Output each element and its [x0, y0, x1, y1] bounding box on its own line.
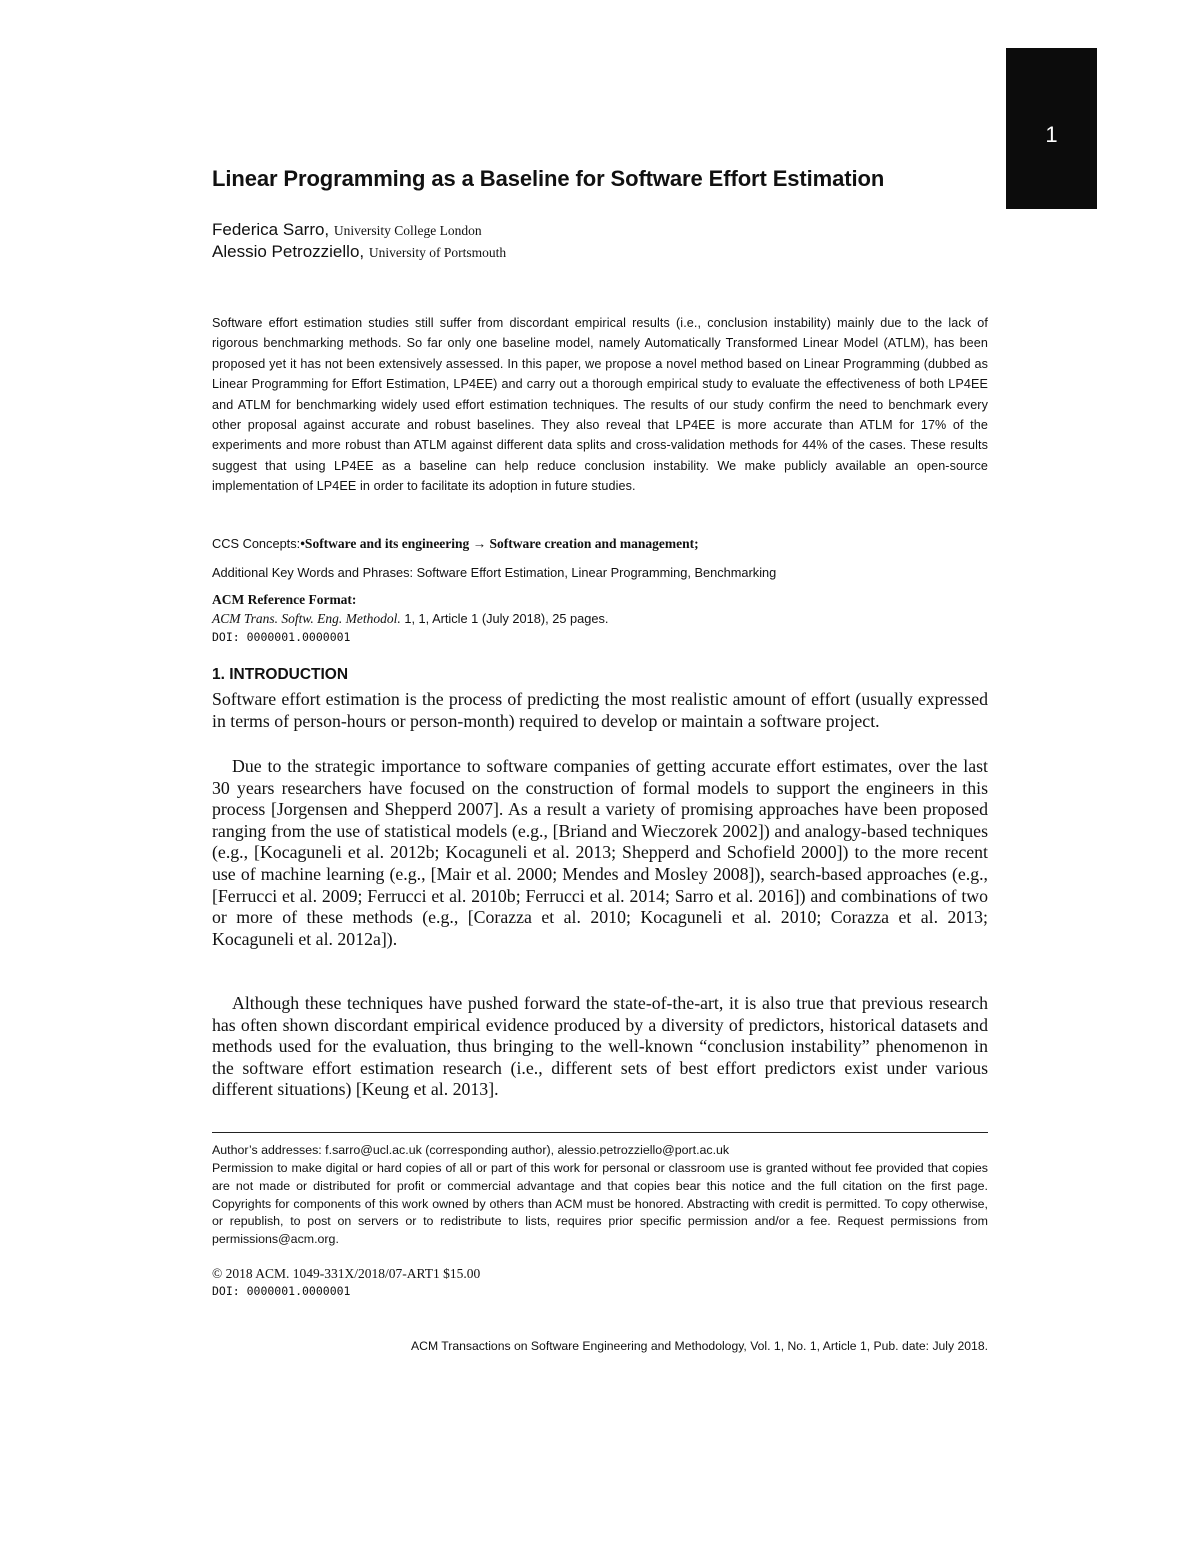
acm-reference-heading: ACM Reference Format: — [212, 592, 357, 607]
page-footer: ACM Transactions on Software Engineering and Methodology, Vol. 1, No. 1, Article 1, Pub. date: July 2018. — [411, 1339, 988, 1353]
author-name: Alessio Petrozziello, — [212, 242, 365, 261]
body-paragraph-3 — [212, 993, 988, 1101]
author-1 — [212, 220, 482, 240]
author-2 — [212, 242, 506, 262]
author-affiliation: University of Portsmouth — [368, 245, 507, 260]
paragraph-text: Although these techniques have pushed forward the state-of-the-art, it is also true that previous research has often shown discordant empirical evidence produced by a diversity of predictors, historical datasets and methods used for the evaluation, thus bringing to the well-known “conclusion instability” phenomenon in the software effort estimation research (i.e., different sets of best effort predictors exist under various different situations) [Keung et al. 2013]. — [212, 993, 988, 1100]
paragraph-text: Due to the strategic importance to software companies of getting accurate effort estimates, over the last 30 years researchers have focused on the construction of formal models to support the engineers in this process [Jorgensen and Shepperd 2007]. As a result a variety of promising approaches have been proposed ranging from the use of statistical models (e.g., [Briand and Wieczorek 2002]) and analogy-based techniques (e.g., [Kocaguneli et al. 2012b; Kocaguneli et al. 2013; Shepperd and Schofield 2000]) to the more recent use of machine learning (e.g., [Mair et al. 2000; Mendes and Mosley 2008]), search-based approaches (e.g., [Ferrucci et al. 2009; Ferrucci et al. 2010b; Ferrucci et al. 2014; Sarro et al. 2016]) and combinations of two or more of these methods (e.g., [Corazza et al. 2010; Kocaguneli et al. 2010; Corazza et al. 2013; Kocaguneli et al. 2012a]). — [212, 756, 988, 949]
author-name: Federica Sarro, — [212, 220, 330, 239]
acm-reference-line — [212, 611, 988, 627]
acm-reference-journal: ACM Trans. Softw. Eng. Methodol. — [212, 611, 401, 626]
page-number: 1 — [1045, 122, 1058, 147]
section-heading: 1. INTRODUCTION — [212, 666, 349, 683]
footnote-copyright: © 2018 ACM. 1049-331X/2018/07-ART1 $15.00 — [212, 1266, 481, 1281]
footnote-divider — [212, 1132, 988, 1133]
paper-title: Linear Programming as a Baseline for Software Effort Estimation — [212, 166, 885, 191]
author-affiliation: University College London — [333, 223, 482, 238]
abstract: Software effort estimation studies still suffer from discordant empirical results (i.e., conclusion instability) mainly due to the lack of rigorous benchmarking methods. So far only one baseline model, namely Automatically Transformed Linear Model (ATLM), has been proposed yet it has not been extensively assessed. In this paper, we propose a novel method based on Linear Programming (dubbed as Linear Programming for Effort Estimation, LP4EE) and carry out a thorough empirical study to evaluate the effectiveness of both LP4EE and ATLM for benchmarking widely used effort estimation techniques. The results of our study confirm the need to benchmark every other proposal against accurate and robust baselines. They also reveal that LP4EE is more accurate than ATLM for 17% of the experiments and more robust than ATLM against different data splits and cross-validation methods for 44% of the cases. These results suggest that using LP4EE as a baseline can help reduce conclusion instability. We make publicly available an open-source implementation of LP4EE in order to facilitate its adoption in future studies. — [212, 316, 988, 494]
footnote-doi: DOI: 0000001.0000001 — [212, 1284, 351, 1298]
ccs-concepts — [212, 536, 988, 552]
ccs-label: CCS Concepts: — [212, 536, 301, 551]
paragraph-text: Software effort estimation is the process of predicting the most realistic amount of effort (usually expressed in terms of person-hours or person-month) required to develop or maintain a software project. — [212, 689, 988, 731]
ccs-value: •Software and its engineering → Software creation and management; — [300, 536, 699, 551]
acm-reference-details: 1, 1, Article 1 (July 2018), 25 pages. — [400, 611, 609, 626]
acm-reference-doi: DOI: 0000001.0000001 — [212, 630, 351, 644]
footnote-permission: Permission to make digital or hard copies of all or part of this work for personal or classroom use is granted without fee provided that copies are not made or distributed for profit or commercial advantage and that copies bear this notice and the full citation on the first page. Copyrights for components of this work owned by others than ACM must be honored. Abstracting with credit is permitted. To copy otherwise, or republish, to post on servers or to redistribute to lists, requires prior specific permission and/or a fee. Request permissions from permissions@acm.org. — [212, 1161, 988, 1247]
footnote-addresses: Author’s addresses: f.sarro@ucl.ac.uk (corresponding author), alessio.petrozziello@port.ac.uk — [212, 1143, 730, 1157]
body-paragraph-2 — [212, 756, 988, 950]
body-paragraph-1 — [212, 689, 988, 732]
keywords: Additional Key Words and Phrases: Software Effort Estimation, Linear Programming, Benchmarking — [212, 565, 777, 580]
